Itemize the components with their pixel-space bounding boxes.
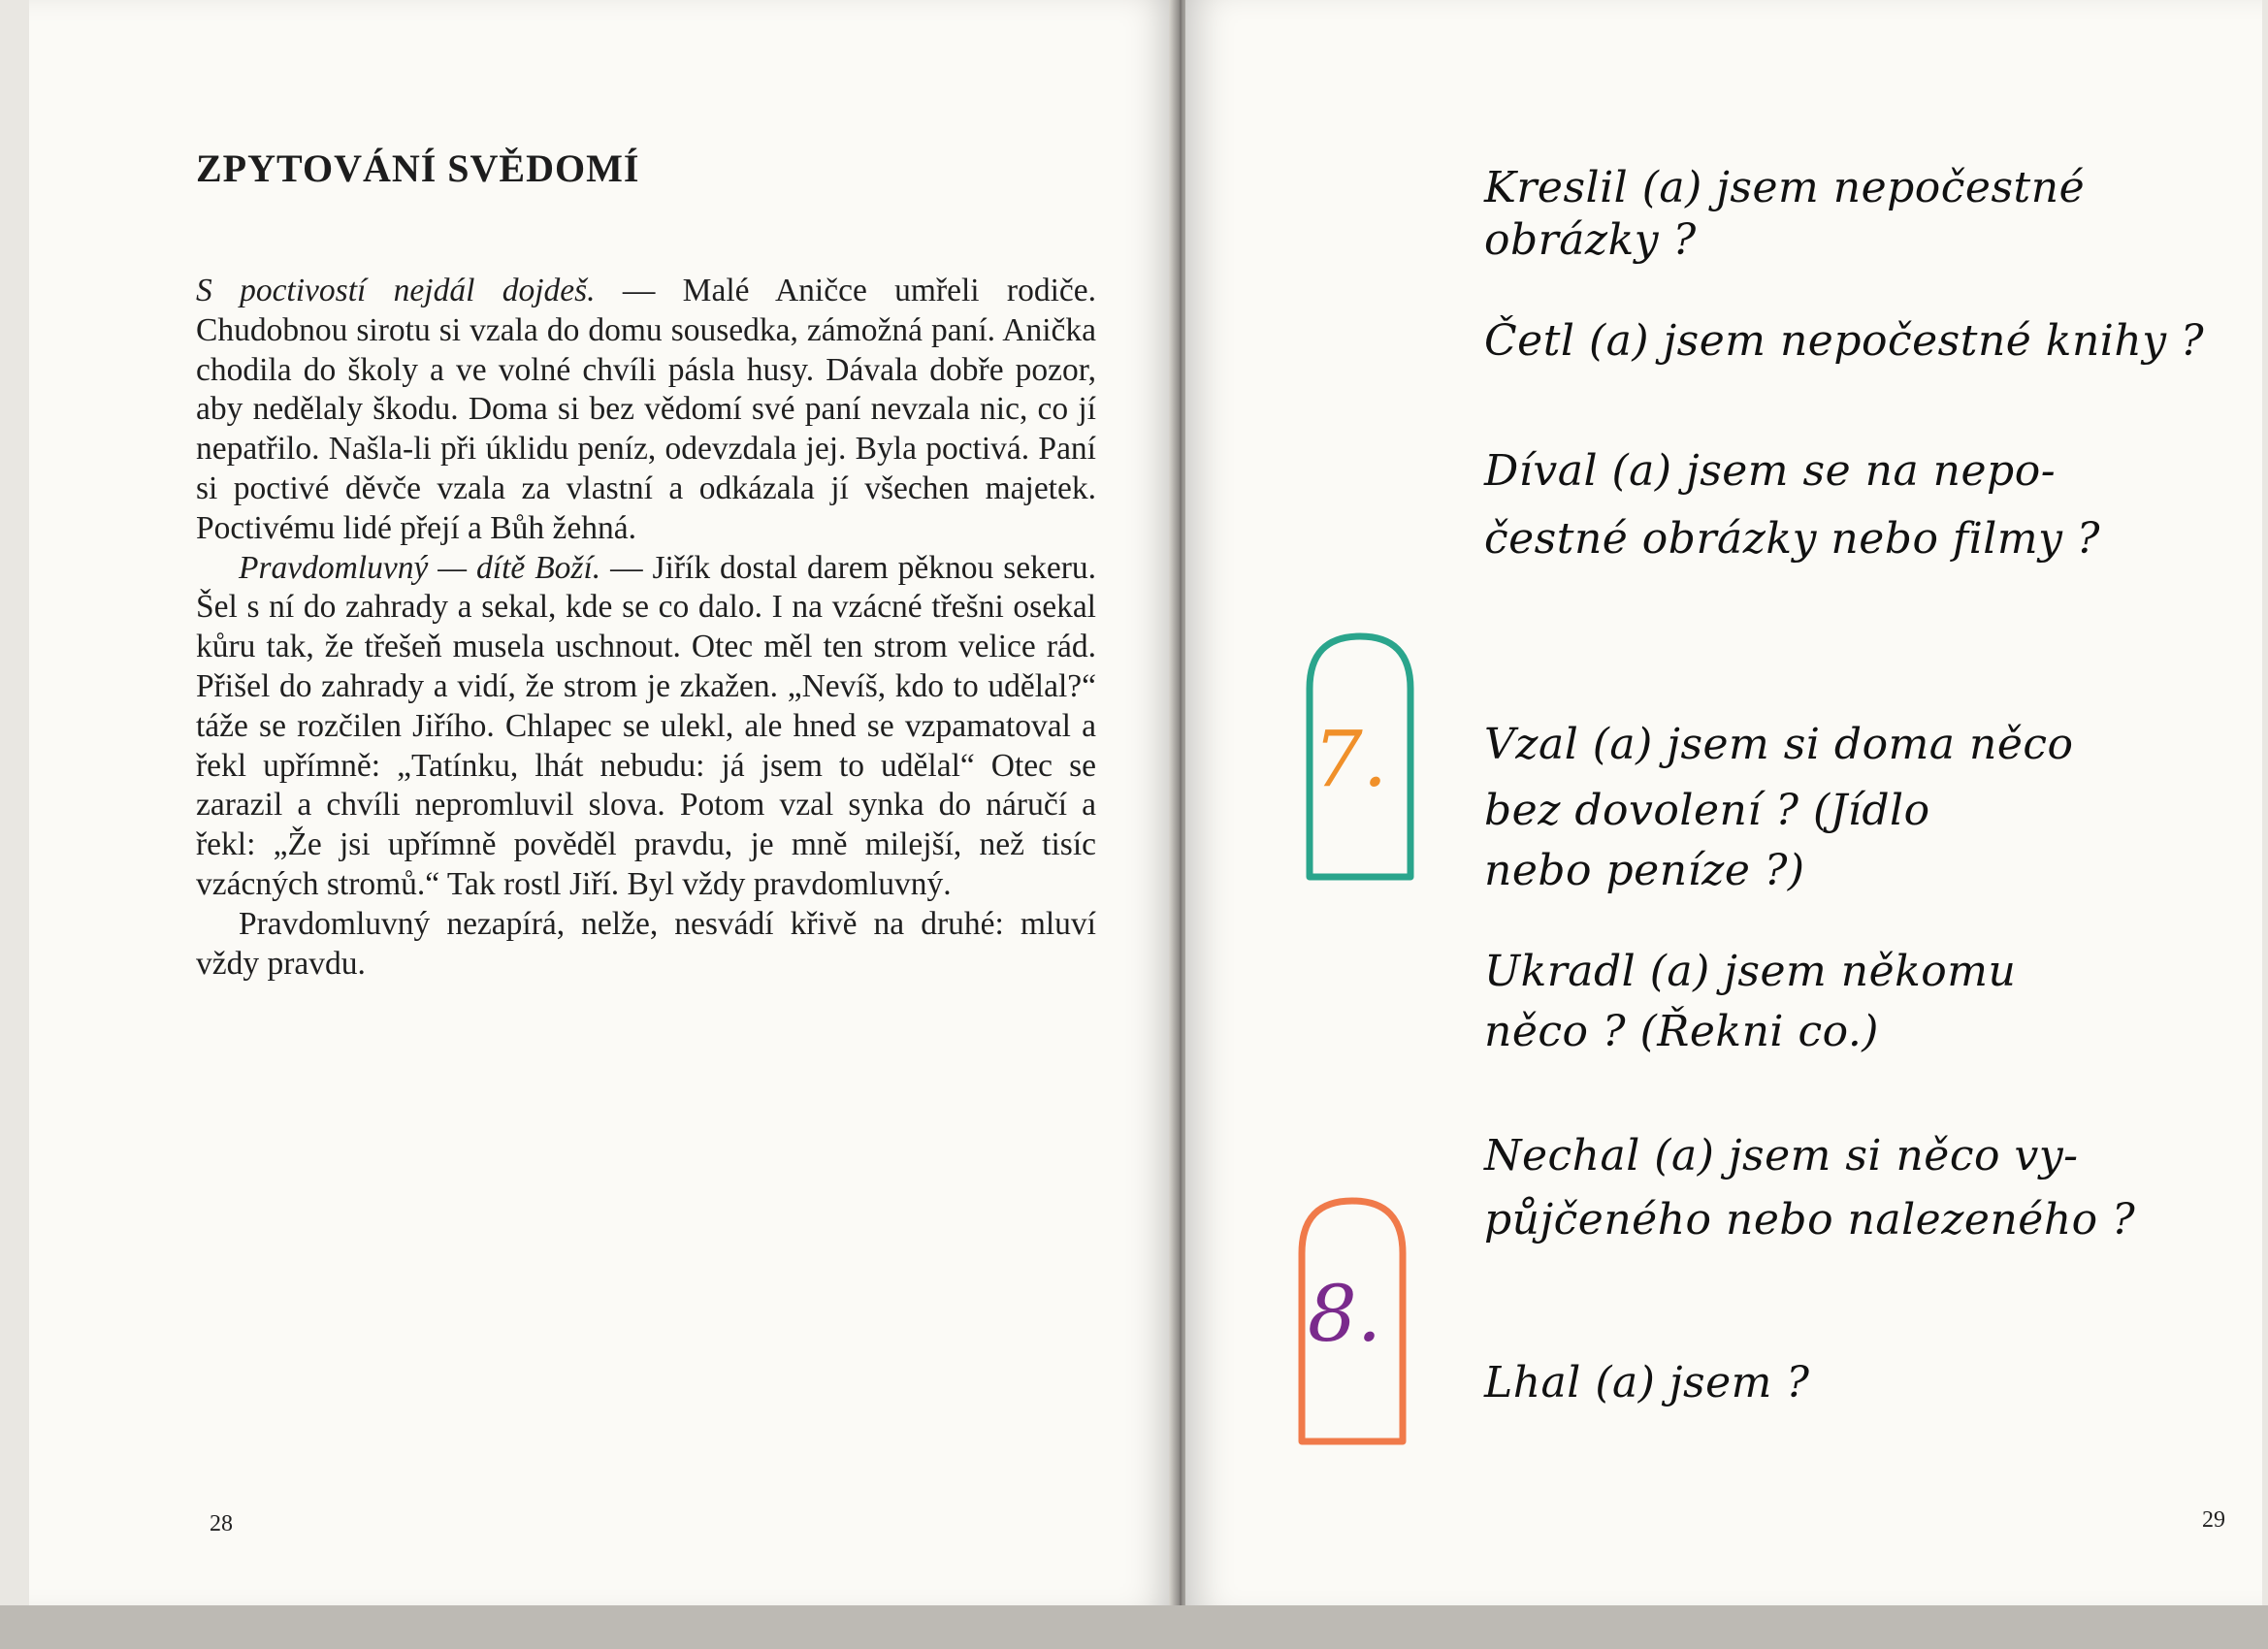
- handwritten-line: půjčeného nebo nalezeného ?: [1484, 1195, 2136, 1245]
- tablet-number: 8.: [1307, 1269, 1382, 1359]
- paragraph-body: — Jiřík dostal darem pěknou sekeru. Šel s ní do zahrady a sekal, kde se co dalo. I na vzácné třešni osekal kůru tak, že třešeň musela uschnout. Otec měl ten strom velice rád. Přišel do zahrady a vidí, že strom je zkažen. „Nevíš, kdo to udělal?“ táže se rozčilen Jiřího. Chlapec se ulekl, ale hned se vzpamatoval a řekl upřímně: „Tatínku, lhát nebudu: já jsem to udělal“ Otec se zarazil a chvíli nepromluvil slova. Potom vzal synka do náručí a řekl: „Že jsi upřímně pověděl pravdu, je mně milejší, než tisíc vzácných stromů.“ Tak rostl Jiří. Byl vždy pravdomluvný.: [196, 549, 1096, 902]
- left-page: [29, 0, 1176, 1610]
- tablet-number: 7.: [1312, 714, 1388, 804]
- page-number: 29: [2202, 1507, 2225, 1533]
- paragraph-2: [196, 549, 1096, 905]
- story-text: [196, 272, 1096, 984]
- handwritten-line: Vzal (a) jsem si doma něco: [1484, 720, 2074, 769]
- handwritten-line: Díval (a) jsem se na nepo-: [1484, 446, 2057, 496]
- handwritten-line: nebo peníze ?): [1484, 846, 1805, 895]
- page-title: ZPYTOVÁNÍ SVĚDOMÍ: [196, 146, 640, 190]
- handwritten-line: Ukradl (a) jsem někomu: [1484, 947, 2017, 996]
- scan-edge: [0, 1605, 2268, 1649]
- handwritten-line: obrázky ?: [1484, 215, 1697, 265]
- handwritten-line: Četl (a) jsem nepočestné knihy ?: [1484, 316, 2205, 366]
- commandment-tablet-icon: [1294, 1195, 1410, 1449]
- handwritten-line: Nechal (a) jsem si něco vy-: [1484, 1131, 2079, 1180]
- commandment-tablet-icon: [1302, 630, 1418, 885]
- right-page: [1185, 0, 2262, 1610]
- page-number: 28: [210, 1511, 233, 1536]
- paragraph-1: [196, 272, 1096, 549]
- paragraph-heading: S poctivostí nejdál dojdeš.: [196, 273, 596, 308]
- handwritten-line: Kreslil (a) jsem nepočestné: [1484, 163, 2086, 212]
- handwritten-line: bez dovolení ? (Jídlo: [1484, 786, 1930, 835]
- paragraph-3: [196, 905, 1096, 985]
- handwritten-line: Lhal (a) jsem ?: [1484, 1358, 1810, 1407]
- paragraph-heading: Pravdomluvný — dítě Boží.: [239, 549, 601, 586]
- handwritten-line: čestné obrázky nebo filmy ?: [1484, 514, 2101, 564]
- paragraph-body: Pravdomluvný nezapírá, nelže, nesvádí křivě na druhé: mluví vždy pravdu.: [196, 905, 1096, 982]
- paragraph-body: — Malé Aničce umřeli rodiče. Chudobnou sirotu si vzala do domu sousedka, zámožná paní. Anička chodila do školy a ve volné chvíli pásla husy. Dávala dobře pozor, aby nedělaly škodu. Doma si bez vědomí své paní nevzala nic, co jí nepatřilo. Našla-li při úklidu peníz, odevzdala jej. Byla poctivá. Paní si poctivé děvče vzala za vlastní a odkázala jí všechen majetek. Poctivému lidé přejí a Bůh žehná.: [196, 273, 1096, 546]
- handwritten-line: něco ? (Řekni co.): [1484, 1007, 1879, 1056]
